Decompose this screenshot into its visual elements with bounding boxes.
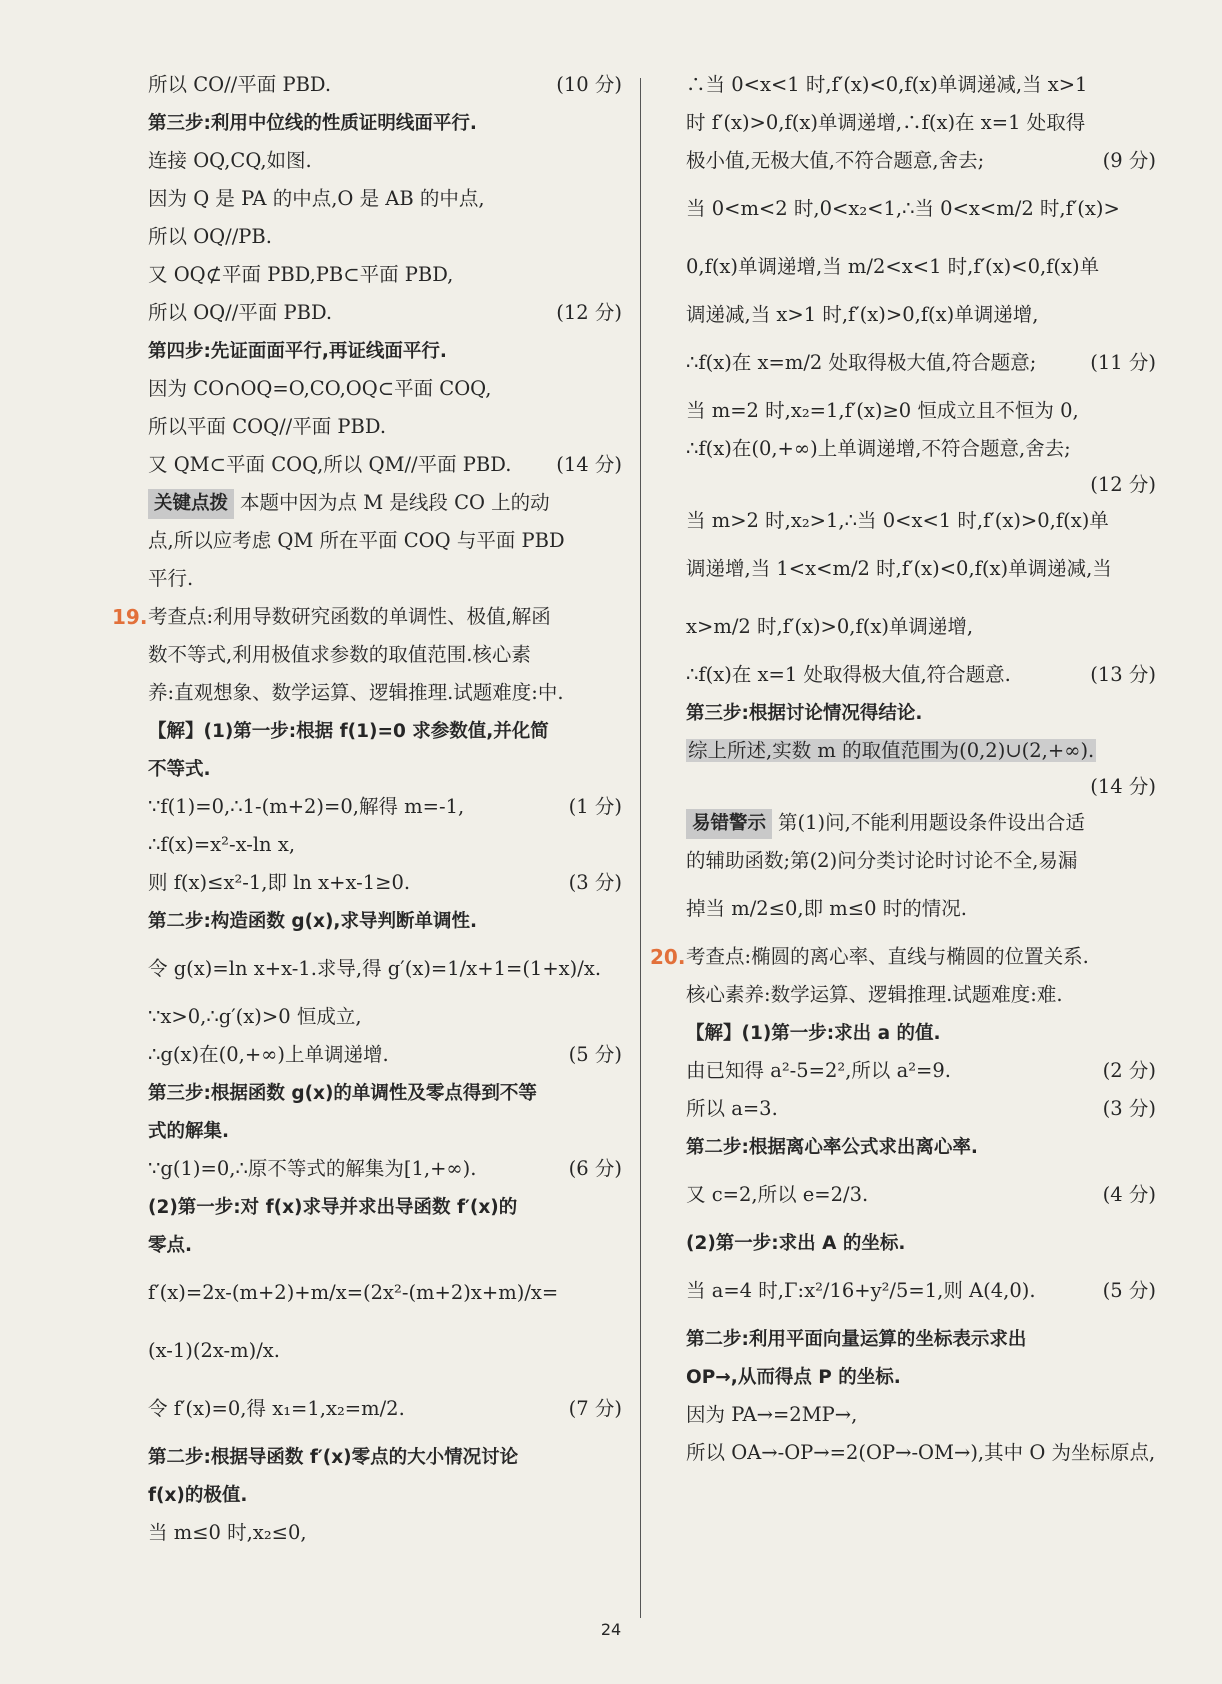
line-text: ∴当 0<x<1 时,f′(x)<0,f(x)单调递减,当 x>1 xyxy=(686,73,1088,96)
text-line xyxy=(686,1320,1156,1358)
text-line xyxy=(148,940,622,998)
line-text: 第三步:利用中位线的性质证明线面平行. xyxy=(148,113,477,134)
line-text: 考查点:利用导数研究函数的单调性、极值,解函 xyxy=(148,605,551,628)
line-text: ∴f(x)=x²-x-ln x, xyxy=(148,833,296,856)
text-line xyxy=(686,1166,1156,1224)
line-text: 所以 OQ//平面 PBD. xyxy=(148,301,333,324)
line-text: 当 a=4 时,Γ:x²/16+y²/5=1,则 A(4,0). xyxy=(686,1279,1036,1302)
line-text: 第二步:根据离心率公式求出离心率. xyxy=(686,1137,978,1158)
score-marker: (6 分) xyxy=(568,1157,622,1180)
score-marker: (3 分) xyxy=(568,871,622,894)
text-line xyxy=(148,1036,622,1074)
question-number: 19. xyxy=(112,605,148,629)
text-line xyxy=(650,938,1156,976)
question-20 xyxy=(650,938,1156,1472)
line-text: 所以 OQ//PB. xyxy=(148,225,272,248)
line-text: 式的解集. xyxy=(148,1121,230,1142)
line-text: 第四步:先证面面平行,再证线面平行. xyxy=(148,341,447,362)
text-line xyxy=(148,218,622,256)
line-text: 极小值,无极大值,不符合题意,舍去; xyxy=(686,149,985,172)
text-line xyxy=(686,238,1156,296)
text-line xyxy=(148,104,622,142)
text-line xyxy=(686,180,1156,238)
text-line xyxy=(686,334,1156,392)
text-line xyxy=(148,1476,622,1514)
text-line xyxy=(148,332,622,370)
text-line xyxy=(148,636,622,674)
score-marker: (2 分) xyxy=(1102,1059,1156,1082)
score-marker: (14 分) xyxy=(1090,775,1156,798)
line-text: (2)第一步:对 f(x)求导并求出导函数 f′(x)的 xyxy=(148,1197,518,1218)
text-line xyxy=(686,1358,1156,1396)
line-text: 令 f′(x)=0,得 x₁=1,x₂=m/2. xyxy=(148,1397,405,1420)
text-line xyxy=(686,656,1156,694)
text-line xyxy=(148,864,622,902)
line-text: 因为 PA→=2MP→, xyxy=(686,1403,858,1426)
text-line xyxy=(148,1322,622,1380)
score-marker: (7 分) xyxy=(568,1397,622,1420)
text-line xyxy=(686,1014,1156,1052)
text-line xyxy=(148,1226,622,1264)
line-text: ∴g(x)在(0,+∞)上单调递增. xyxy=(148,1043,389,1066)
text-line xyxy=(686,502,1156,540)
line-text: ∴f(x)在(0,+∞)上单调递增,不符合题意,舍去; xyxy=(686,437,1071,460)
line-text: 第二步:根据导函数 f′(x)零点的大小情况讨论 xyxy=(148,1447,519,1468)
text-line xyxy=(148,408,622,446)
score-marker: (9 分) xyxy=(1102,149,1156,172)
score-marker: (11 分) xyxy=(1090,351,1156,374)
text-line xyxy=(686,1090,1156,1128)
line-text: x>m/2 时,f′(x)>0,f(x)单调递增, xyxy=(686,615,974,638)
text-line xyxy=(686,468,1156,502)
text-line xyxy=(148,788,622,826)
tip-line: 点,所以应考虑 QM 所在平面 COQ 与平面 PBD xyxy=(148,529,565,552)
text-line xyxy=(148,674,622,712)
line-text: (x-1)(2x-m)/x. xyxy=(148,1339,280,1362)
line-text: 第二步:利用平面向量运算的坐标表示求出 xyxy=(686,1329,1027,1350)
text-line xyxy=(148,1264,622,1322)
text-line xyxy=(686,104,1156,142)
line-text: 考查点:椭圆的离心率、直线与椭圆的位置关系. xyxy=(686,945,1089,968)
text-line xyxy=(686,1396,1156,1434)
line-text: 所以平面 COQ//平面 PBD. xyxy=(148,415,387,438)
text-line xyxy=(148,750,622,788)
line-text: 核心素养:数学运算、逻辑推理.试题难度:难. xyxy=(686,983,1063,1006)
line-text: 调递减,当 x>1 时,f′(x)>0,f(x)单调递增, xyxy=(686,303,1039,326)
key-tip-box xyxy=(148,484,622,598)
line-text: 当 0<m<2 时,0<x₂<1,∴当 0<x<m/2 时,f′(x)> xyxy=(686,197,1120,220)
text-line xyxy=(686,598,1156,656)
text-line xyxy=(148,1438,622,1476)
line-text: 又 c=2,所以 e=2/3. xyxy=(686,1183,869,1206)
question-19 xyxy=(112,598,622,1552)
line-text: 第三步:根据讨论情况得结论. xyxy=(686,703,923,724)
line-text: ∵f(1)=0,∴1-(m+2)=0,解得 m=-1, xyxy=(148,795,465,818)
score-marker: (5 分) xyxy=(568,1043,622,1066)
text-line xyxy=(148,180,622,218)
line-text: 当 m=2 时,x₂=1,f′(x)≥0 恒成立且不恒为 0, xyxy=(686,399,1079,422)
text-line xyxy=(686,66,1156,104)
line-text: 零点. xyxy=(148,1235,193,1256)
text-line xyxy=(148,1380,622,1438)
line-text: 第三步:根据函数 g(x)的单调性及零点得到不等 xyxy=(148,1083,537,1104)
line-text: 综上所述,实数 m 的取值范围为(0,2)∪(2,+∞). xyxy=(688,739,1095,762)
text-line xyxy=(148,446,622,484)
line-text: 又 OQ⊄平面 PBD,PB⊂平面 PBD, xyxy=(148,263,454,286)
line-text: 又 QM⊂平面 COQ,所以 QM//平面 PBD. xyxy=(148,453,512,476)
line-text: 则 f(x)≤x²-1,即 ln x+x-1≥0. xyxy=(148,871,411,894)
tip-line: 本题中因为点 M 是线段 CO 上的动 xyxy=(240,491,550,514)
text-line xyxy=(148,66,622,104)
line-text: 所以 a=3. xyxy=(686,1097,778,1120)
text-line xyxy=(112,598,622,636)
line-text: OP→,从而得点 P 的坐标. xyxy=(686,1367,901,1388)
line-text: 不等式. xyxy=(148,759,211,780)
right-column xyxy=(650,66,1156,1472)
score-marker: (5 分) xyxy=(1102,1279,1156,1302)
line-text: 养:直观想象、数学运算、逻辑推理.试题难度:中. xyxy=(148,681,564,704)
warning-tag: 易错警示 xyxy=(686,809,772,839)
line-text: 连接 OQ,CQ,如图. xyxy=(148,149,312,172)
text-line xyxy=(686,976,1156,1014)
text-line xyxy=(686,1052,1156,1090)
text-line xyxy=(148,370,622,408)
text-line xyxy=(148,902,622,940)
text-line xyxy=(686,1434,1156,1472)
text-line xyxy=(686,1262,1156,1320)
line-text: 0,f(x)单调递增,当 m/2<x<1 时,f′(x)<0,f(x)单 xyxy=(686,255,1100,278)
line-text: f(x)的极值. xyxy=(148,1485,248,1506)
warn-line: 掉当 m/2≤0,即 m≤0 时的情况. xyxy=(686,897,967,920)
score-marker: (10 分) xyxy=(556,73,622,96)
score-marker: (14 分) xyxy=(556,453,622,476)
text-line xyxy=(686,694,1156,732)
warn-line: 的辅助函数;第(2)问分类讨论时讨论不全,易漏 xyxy=(686,849,1078,872)
tip-line: 平行. xyxy=(148,567,194,590)
line-text: 当 m>2 时,x₂>1,∴当 0<x<1 时,f′(x)>0,f(x)单 xyxy=(686,509,1109,532)
left-column xyxy=(112,66,622,1552)
line-text: 【解】(1)第一步:求出 a 的值. xyxy=(686,1023,941,1044)
text-line xyxy=(686,770,1156,804)
page-number: 24 xyxy=(600,1620,622,1639)
line-text: ∴f(x)在 x=m/2 处取得极大值,符合题意; xyxy=(686,351,1037,374)
text-line xyxy=(148,1074,622,1112)
line-text: 当 m≤0 时,x₂≤0, xyxy=(148,1521,307,1544)
text-line xyxy=(686,1128,1156,1166)
text-line xyxy=(148,826,622,864)
text-line xyxy=(686,142,1156,180)
score-marker: (13 分) xyxy=(1090,663,1156,686)
line-text: 第二步:构造函数 g(x),求导判断单调性. xyxy=(148,911,477,932)
line-text: 因为 Q 是 PA 的中点,O 是 AB 的中点, xyxy=(148,187,485,210)
column-divider xyxy=(640,78,641,1618)
line-text: 令 g(x)=ln x+x-1.求导,得 g′(x)=1/x+1=(1+x)/x. xyxy=(148,957,602,980)
text-line xyxy=(148,1150,622,1188)
score-marker: (4 分) xyxy=(1102,1183,1156,1206)
key-tip-tag: 关键点拨 xyxy=(148,489,234,519)
line-text: 数不等式,利用极值求参数的取值范围.核心素 xyxy=(148,643,531,666)
text-line xyxy=(148,998,622,1036)
line-text: ∵g(1)=0,∴原不等式的解集为[1,+∞). xyxy=(148,1157,477,1180)
line-text: 由已知得 a²-5=2²,所以 a²=9. xyxy=(686,1059,951,1082)
text-line xyxy=(148,712,622,750)
text-line xyxy=(148,1188,622,1226)
warn-line: 第(1)问,不能利用题设条件设出合适 xyxy=(778,811,1085,834)
text-line xyxy=(686,1224,1156,1262)
score-marker: (12 分) xyxy=(1090,473,1156,496)
text-line xyxy=(686,430,1156,468)
question-number: 20. xyxy=(650,945,686,969)
text-line xyxy=(148,1514,622,1552)
text-line xyxy=(148,256,622,294)
error-warning-box xyxy=(686,804,1156,938)
q18-solution-tail xyxy=(148,66,622,484)
text-line xyxy=(686,540,1156,598)
line-text: 所以 OA→-OP→=2(OP→-OM→),其中 O 为坐标原点, xyxy=(686,1441,1156,1464)
line-text: 因为 CO∩OQ=O,CO,OQ⊂平面 COQ, xyxy=(148,377,492,400)
score-marker: (3 分) xyxy=(1102,1097,1156,1120)
line-text: ∵x>0,∴g′(x)>0 恒成立, xyxy=(148,1005,362,1028)
line-text: (2)第一步:求出 A 的坐标. xyxy=(686,1233,906,1254)
q19-solution-cont xyxy=(686,66,1156,804)
line-text: f′(x)=2x-(m+2)+m/x=(2x²-(m+2)x+m)/x= xyxy=(148,1281,559,1304)
score-marker: (12 分) xyxy=(556,301,622,324)
text-line xyxy=(148,142,622,180)
text-line xyxy=(148,1112,622,1150)
line-text: 调递增,当 1<x<m/2 时,f′(x)<0,f(x)单调递减,当 xyxy=(686,557,1112,580)
line-text: 【解】(1)第一步:根据 f(1)=0 求参数值,并化简 xyxy=(148,721,549,742)
text-line xyxy=(686,732,1156,770)
text-line xyxy=(686,392,1156,430)
text-line xyxy=(686,296,1156,334)
line-text: 时 f′(x)>0,f(x)单调递增,∴f(x)在 x=1 处取得 xyxy=(686,111,1086,134)
text-line xyxy=(148,294,622,332)
line-text: 所以 CO//平面 PBD. xyxy=(148,73,332,96)
score-marker: (1 分) xyxy=(568,795,622,818)
line-text: ∴f(x)在 x=1 处取得极大值,符合题意. xyxy=(686,663,1011,686)
